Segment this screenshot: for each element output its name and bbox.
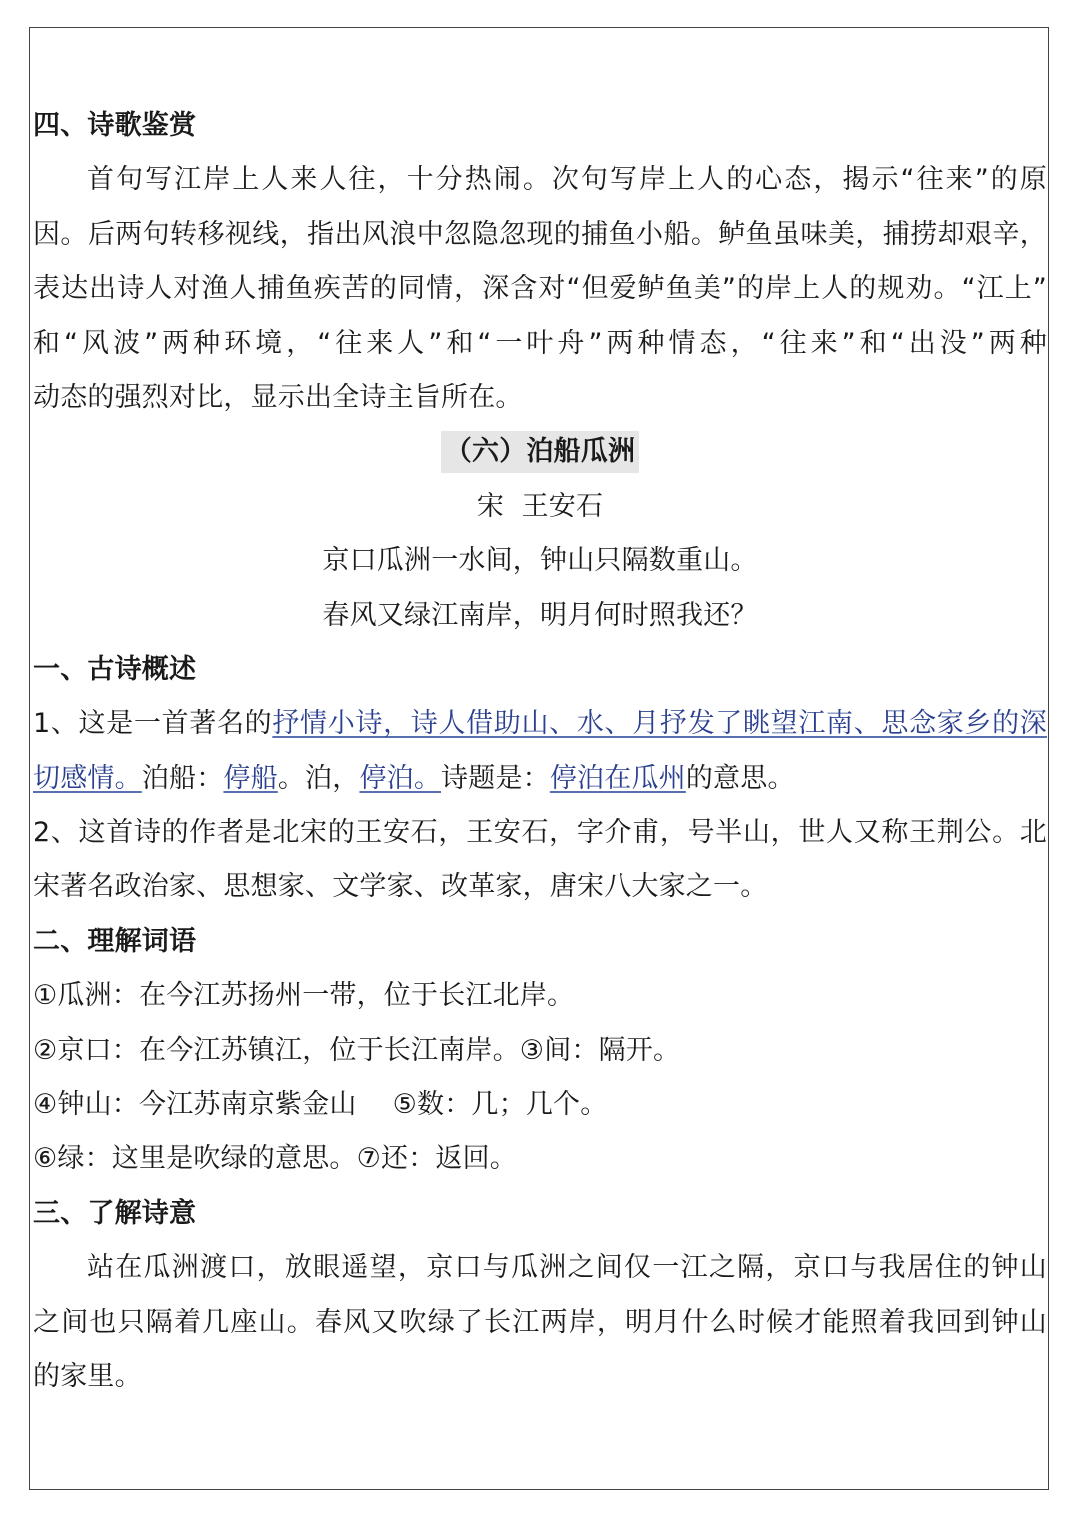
paragraph-line: 因。后两句转移视线，指出风浪中忽隐忽现的捕鱼小船。鲈鱼虽味美，捕捞却艰辛， (33, 218, 1047, 250)
poem-title: （六）泊船瓜洲 (441, 431, 639, 473)
highlight-link[interactable]: 切感情。 (33, 762, 142, 794)
text-segment: 1、这是一首著名的 (33, 708, 273, 740)
text-segment: 诗题是： (441, 762, 550, 794)
paragraph-line: 之间也只隔着几座山。春风又吹绿了长江两岸，明月什么时候才能照着我回到钟山 (33, 1306, 1047, 1338)
section-heading-meaning: 三、了解诗意 (33, 1197, 197, 1229)
highlight-link[interactable]: 抒情小诗，诗人借助山、水、月抒发了眺望江南、思念家乡的深 (272, 708, 1047, 740)
text-segment: 泊船： (141, 762, 224, 794)
poem-author: 宋 王安石 (476, 490, 604, 522)
text-segment: 。泊， (277, 762, 360, 794)
paragraph-line: 首句写江岸上人来人往，十分热闹。次句写岸上人的心态，揭示“往来”的原 (87, 164, 1047, 196)
vocabulary-item: ⑥绿：这里是吹绿的意思。⑦还：返回。 (33, 1143, 518, 1175)
poem-verse: 京口瓜洲一水间，钟山只隔数重山。 (322, 545, 758, 577)
paragraph-line (33, 752, 1047, 806)
vocabulary-item: ④钟山：今江苏南京紫金山 (33, 1089, 357, 1121)
vocabulary-item: ⑤数：几；几个。 (392, 1089, 608, 1121)
paragraph-line: 2、这首诗的作者是北宋的王安石，王安石，字介甫，号半山，世人又称王荆公。北 (33, 817, 1047, 849)
vocabulary-item-row (33, 1078, 1047, 1132)
section-heading-appreciation: 四、诗歌鉴赏 (33, 110, 197, 141)
paragraph-line: 表达出诗人对渔人捕鱼疾苦的同情，深含对“但爱鲈鱼美”的岸上人的规劝。“江上” (33, 273, 1047, 305)
paragraph-line: 站在瓜洲渡口，放眼遥望，京口与瓜洲之间仅一江之隔，京口与我居住的钟山 (87, 1252, 1047, 1284)
highlight-link[interactable]: 停船 (223, 762, 278, 794)
text-segment: 的意思。 (685, 762, 795, 794)
paragraph-line: 宋著名政治家、思想家、文学家、改革家，唐宋八大家之一。 (33, 871, 768, 903)
vocabulary-item: ②京口：在今江苏镇江，位于长江南岸。③间：隔开。 (33, 1034, 681, 1066)
highlight-link[interactable]: 停泊在瓜州 (549, 762, 686, 794)
paragraph-line (33, 697, 1047, 751)
document-content (33, 99, 1047, 1404)
paragraph-line: 动态的强烈对比，显示出全诗主旨所在。 (33, 381, 523, 413)
poem-title-row (33, 425, 1047, 479)
highlight-link[interactable]: 停泊。 (359, 762, 442, 794)
section-heading-vocabulary: 二、理解词语 (33, 925, 197, 957)
paragraph-line: 和“风波”两种环境，“往来人”和“一叶舟”两种情态，“往来”和“出没”两种 (33, 327, 1047, 359)
paragraph-line: 的家里。 (33, 1360, 142, 1392)
vocabulary-item: ①瓜洲：在今江苏扬州一带，位于长江北岸。 (33, 980, 575, 1012)
section-heading-overview: 一、古诗概述 (33, 653, 197, 685)
poem-verse: 春风又绿江南岸，明月何时照我还？ (322, 599, 758, 631)
